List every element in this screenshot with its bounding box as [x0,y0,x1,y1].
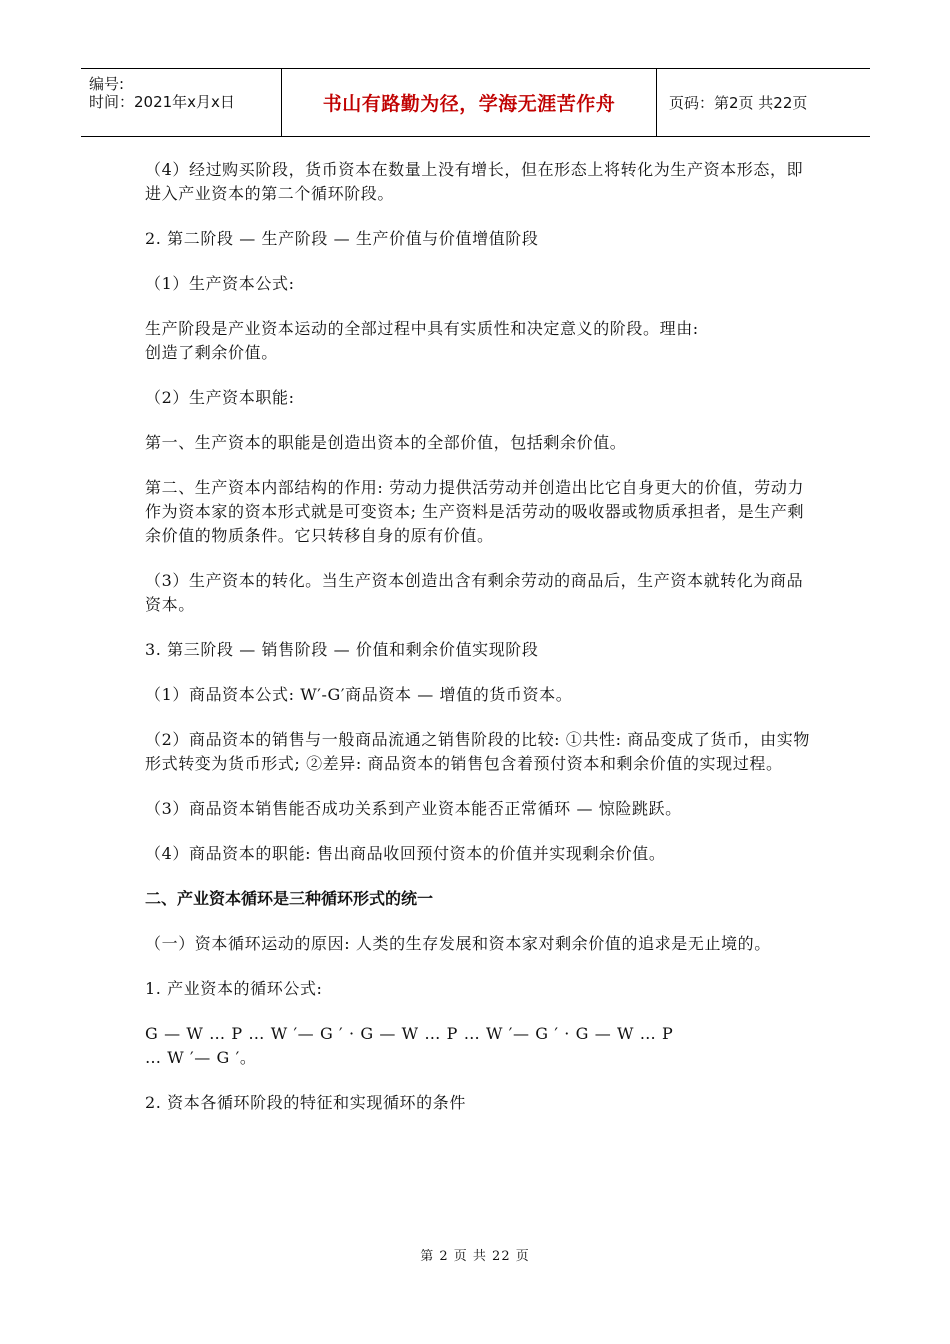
paragraph: （2）商品资本的销售与一般商品流通之销售阶段的比较: ①共性: 商品变成了货币，由实物形式转变为货币形式; ②差异: 商品资本的销售包含着预付资本和剩余价值的实现过程。 [145,730,810,773]
header-motto: 书山有路勤为径，学海无涯苦作舟 [282,69,657,136]
paragraph: （4）商品资本的职能: 售出商品收回预付资本的价值并实现剩余价值。 [145,844,666,863]
code-label: 编号: [89,75,125,93]
page-header [81,68,870,137]
paragraph: （3）生产资本的转化。当生产资本创造出含有剩余劳动的商品后，生产资本就转化为商品资本。 [145,571,804,614]
paragraph: 2. 资本各循环阶段的特征和实现循环的条件 [145,1093,466,1112]
paragraph: 3. 第三阶段 — 销售阶段 — 价值和剩余价值实现阶段 [145,640,539,659]
section-heading: 二、产业资本循环是三种循环形式的统一 [145,889,434,908]
header-page-info: 页码：第2页 共22页 [669,94,808,112]
paragraph: （2）生产资本职能: [145,388,295,407]
paragraph: （3）商品资本销售能否成功关系到产业资本能否正常循环 — 惊险跳跃。 [145,799,682,818]
paragraph: 第二、生产资本内部结构的作用: 劳动力提供活劳动并创造出比它自身更大的价值，劳动力作为资本家的资本形式就是可变资本; 生产资料是活劳动的吸收器或物质承担者，是生产剩余价值的物质条件。它只转移自身的原有价值。 [145,478,805,545]
date-label: 时间：2021年x月x日 [89,93,235,111]
paragraph: （4）经过购买阶段，货币资本在数量上没有增长，但在形态上将转化为生产资本形态，即进入产业资本的第二个循环阶段。 [145,160,804,203]
paragraph: （1）商品资本公式: W′-G′商品资本 — 增值的货币资本。 [145,685,573,704]
paragraph: 1. 产业资本的循环公式: [145,979,323,998]
paragraph: （一）资本循环运动的原因: 人类的生存发展和资本家对剩余价值的追求是无止境的。 [145,934,771,953]
paragraph: G — W … P … W ′— G ′ · G — W … P … W ′— G ′ · G — W … P … W ′— G ′。 [145,1024,674,1067]
header-meta [81,69,282,136]
page-footer: 第 2 页 共 22 页 [420,1249,530,1264]
paragraph: 2. 第二阶段 — 生产阶段 — 生产价值与价值增值阶段 [145,229,539,248]
paragraph: 第一、生产资本的职能是创造出资本的全部价值，包括剩余价值。 [145,433,627,452]
paragraph: （1）生产资本公式: [145,274,295,293]
document-body [145,158,811,1136]
paragraph: 生产阶段是产业资本运动的全部过程中具有实质性和决定意义的阶段。理由: 创造了剩余价值。 [145,319,699,362]
